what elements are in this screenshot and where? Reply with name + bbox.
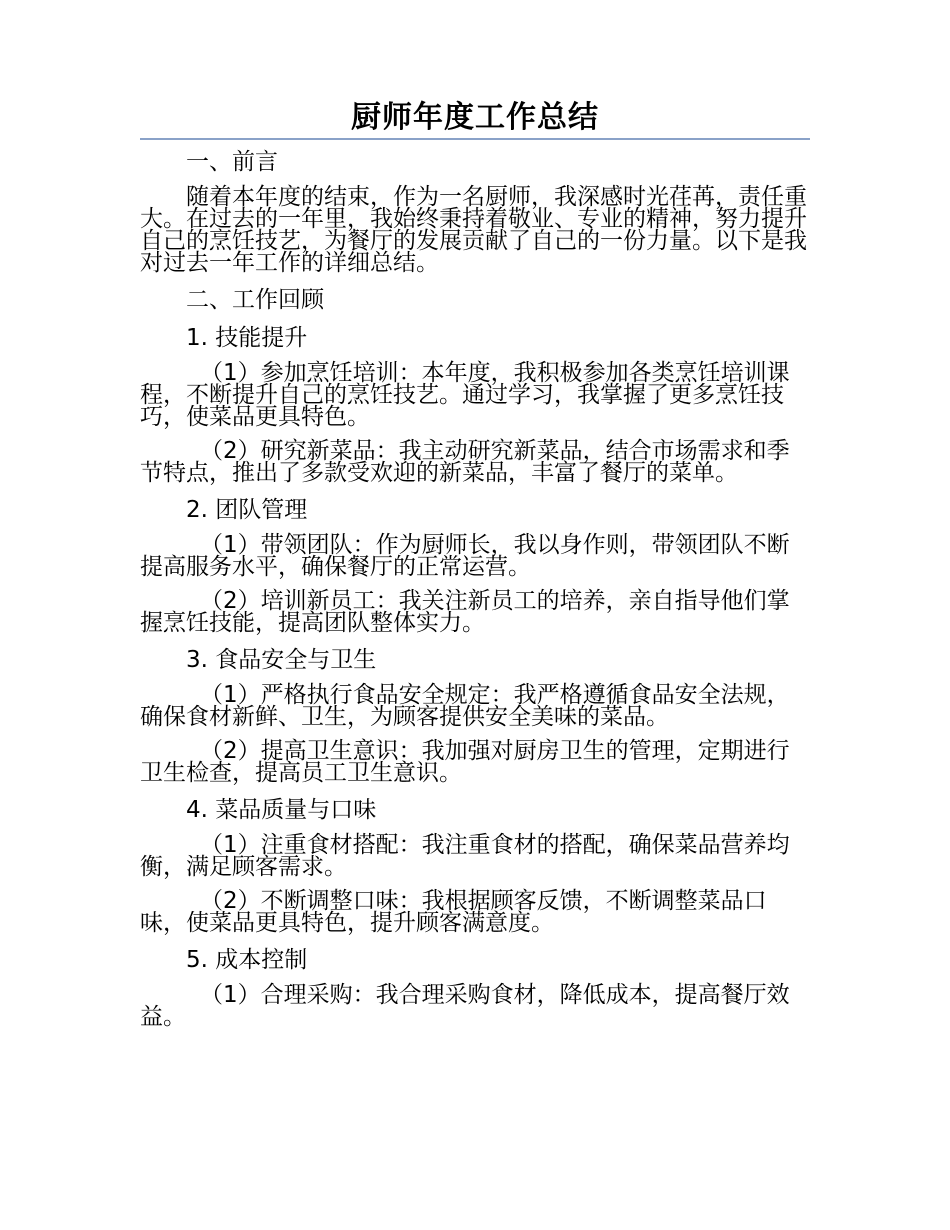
subsection-heading-skill: 1. 技能提升: [186, 325, 308, 351]
paragraph-preface: 随着本年度的结束，作为一名厨师，我深感时光荏苒，责任重大。在过去的一年里，我始终秉持着敬业、专业的精神，努力提升自己的烹饪技艺，为餐厅的发展贡献了自己的一份力量。以下是我对过去一年工作的详细总结。: [140, 184, 807, 276]
subsection-heading-cost: 5. 成本控制: [186, 947, 308, 973]
document-title: 厨师年度工作总结: [140, 100, 810, 140]
subsection-heading-team: 2. 团队管理: [186, 497, 308, 523]
subsection-heading-quality: 4. 菜品质量与口味: [186, 797, 377, 823]
paragraph-safety-2: （2）提高卫生意识：我加强对厨房卫生的管理，定期进行卫生检查，提高员工卫生意识。: [140, 738, 790, 786]
paragraph-team-1: （1）带领团队：作为厨师长，我以身作则，带领团队不断提高服务水平，确保餐厅的正常运营。: [140, 532, 790, 580]
document-body: [140, 148, 810, 1028]
paragraph-skill-2: （2）研究新菜品：我主动研究新菜品，结合市场需求和季节特点，推出了多款受欢迎的新菜品，丰富了餐厅的菜单。: [140, 438, 790, 486]
paragraph-cost-1: （1）合理采购：我合理采购食材，降低成本，提高餐厅效益。: [140, 982, 790, 1030]
paragraph-skill-1: （1）参加烹饪培训：本年度，我积极参加各类烹饪培训课程，不断提升自己的烹饪技艺。通过学习，我掌握了更多烹饪技巧，使菜品更具特色。: [140, 360, 790, 430]
paragraph-team-2: （2）培训新员工：我关注新员工的培养，亲自指导他们掌握烹饪技能，提高团队整体实力。: [140, 588, 790, 636]
paragraph-quality-2: （2）不断调整口味：我根据顾客反馈，不断调整菜品口味，使菜品更具特色，提升顾客满意度。: [140, 888, 767, 936]
document-page: [140, 100, 810, 1040]
paragraph-quality-1: （1）注重食材搭配：我注重食材的搭配，确保菜品营养均衡，满足顾客需求。: [140, 832, 790, 880]
section-heading-review: 二、工作回顾: [186, 287, 324, 313]
section-heading-preface: 一、前言: [186, 149, 278, 175]
subsection-heading-safety: 3. 食品安全与卫生: [186, 647, 377, 673]
paragraph-safety-1: （1）严格执行食品安全规定：我严格遵循食品安全法规，确保食材新鲜、卫生，为顾客提供安全美味的菜品。: [140, 682, 790, 730]
